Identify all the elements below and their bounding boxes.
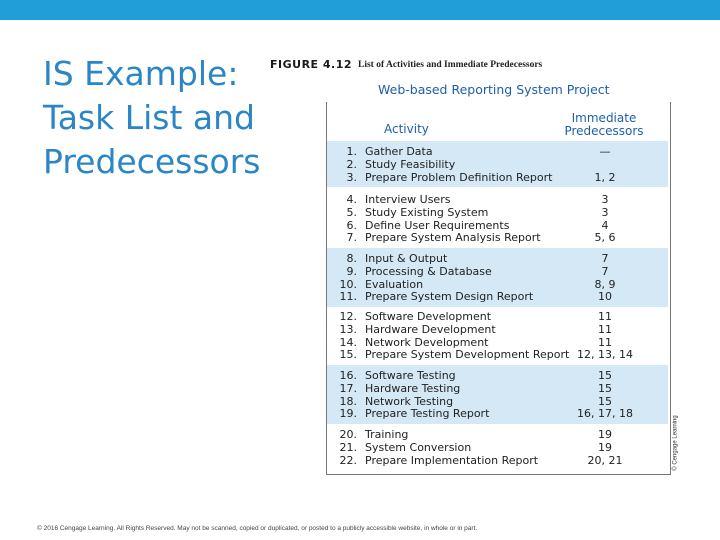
task-number: 16. [339, 369, 357, 382]
task-predecessors: 19 [598, 440, 612, 454]
task-activity: Prepare Problem Definition Report [365, 170, 553, 184]
task-activity: System Conversion [365, 440, 472, 454]
task-number: 11. [339, 290, 357, 304]
task-activity: Prepare System Analysis Report [365, 231, 541, 245]
task-activity: Study Feasibility [365, 157, 456, 171]
title-line-3: Predecessors [43, 142, 261, 181]
task-group [327, 424, 668, 470]
task-number: 13. [339, 322, 357, 336]
task-number: 12. [339, 310, 357, 323]
task-activity: Software Testing [365, 369, 456, 382]
table-row [327, 206, 668, 219]
task-number: 15. [339, 348, 357, 362]
figure-label: FIGURE 4.12 [270, 58, 353, 71]
task-number: 19. [339, 407, 357, 421]
task-activity: Study Existing System [365, 205, 489, 219]
task-activity: Prepare System Development Report [365, 348, 570, 362]
task-predecessors: 7 [601, 252, 609, 265]
table-row [327, 265, 668, 278]
task-number: 17. [339, 381, 357, 395]
table-row [327, 454, 668, 467]
slide-title [43, 52, 261, 184]
column-header-predecessors-line1: Immediate [571, 111, 637, 125]
task-number: 2. [346, 157, 357, 171]
table-row [327, 278, 668, 291]
footer-copyright: © 2016 Cengage Learning. All Rights Reserved. May not be scanned, copied or duplicated, or posted to a publicly accessible website, in whole or in part. [37, 525, 478, 532]
task-predecessors: 5, 6 [594, 231, 616, 245]
task-activity: Interview Users [365, 193, 451, 206]
task-activity: Hardware Development [365, 322, 496, 336]
task-number: 10. [339, 277, 357, 291]
task-number: 18. [339, 394, 357, 408]
table-row [327, 171, 668, 184]
task-predecessors: 4 [601, 218, 609, 232]
task-predecessors: 15 [598, 369, 612, 382]
task-number: 9. [346, 264, 357, 278]
task-predecessors: 20, 21 [587, 453, 623, 467]
table-row [327, 231, 668, 244]
table-row [327, 395, 668, 408]
task-number: 1. [346, 145, 357, 158]
column-header-predecessors-line2: Predecessors [564, 124, 644, 138]
side-copyright-text: © Cengage Learning [672, 415, 679, 471]
column-header-predecessors [564, 112, 644, 138]
task-activity: Hardware Testing [365, 381, 461, 395]
table-row [327, 369, 668, 382]
table-row [327, 158, 668, 171]
task-predecessors: 11 [598, 322, 612, 336]
task-activity: Prepare System Design Report [365, 290, 534, 304]
side-copyright [672, 415, 686, 478]
task-activity: Training [365, 428, 409, 441]
title-line-2: Task List and [43, 98, 255, 137]
task-activity: Software Development [365, 310, 492, 323]
task-number: 20. [339, 428, 357, 441]
task-number: 21. [339, 440, 357, 454]
table-title: Web-based Reporting System Project [378, 82, 610, 97]
task-activity: Define User Requirements [365, 218, 510, 232]
task-number: 6. [346, 218, 357, 232]
task-predecessors: 15 [598, 381, 612, 395]
task-predecessors: 16, 17, 18 [577, 407, 633, 421]
table-row [327, 290, 668, 303]
task-predecessors: 3 [601, 205, 609, 219]
column-header-activity: Activity [384, 122, 429, 136]
task-number: 7. [346, 231, 357, 245]
task-number: 4. [346, 193, 357, 206]
table-row [327, 428, 668, 441]
task-activity: Network Testing [365, 394, 454, 408]
task-activity: Evaluation [365, 277, 424, 291]
task-group [327, 141, 668, 187]
header-bar [0, 0, 720, 20]
task-group [327, 365, 668, 424]
task-number: 14. [339, 335, 357, 349]
task-group [327, 306, 668, 365]
figure-caption: List of Activities and Immediate Predecessors [358, 60, 543, 70]
task-number: 5. [346, 205, 357, 219]
task-predecessors: 1, 2 [594, 170, 616, 184]
table-row [327, 382, 668, 395]
task-predecessors: 15 [598, 394, 612, 408]
table-row [327, 252, 668, 265]
task-predecessors: 7 [601, 264, 609, 278]
task-predecessors: 3 [601, 193, 609, 206]
table-row [327, 336, 668, 349]
table-row [327, 310, 668, 323]
table-row [327, 145, 668, 158]
task-predecessors: 8, 9 [594, 277, 616, 291]
task-number: 3. [346, 170, 357, 184]
table-row [327, 219, 668, 232]
task-group [327, 248, 668, 307]
table-row [327, 348, 668, 361]
task-activity: Processing & Database [365, 264, 492, 278]
task-predecessors: 11 [598, 310, 612, 323]
task-activity: Gather Data [365, 145, 433, 158]
task-predecessors: 19 [598, 428, 612, 441]
table-row [327, 323, 668, 336]
task-activity: Prepare Testing Report [365, 407, 490, 421]
table-row [327, 441, 668, 454]
table-row [327, 193, 668, 206]
task-number: 8. [346, 252, 357, 265]
task-activity: Prepare Implementation Report [365, 453, 539, 467]
task-predecessors: 12, 13, 14 [577, 348, 633, 362]
task-predecessors: 10 [598, 290, 612, 304]
task-activity: Network Development [365, 335, 489, 349]
title-line-1: IS Example: [43, 54, 239, 93]
task-number: 22. [339, 453, 357, 467]
task-group [327, 189, 668, 248]
task-predecessors: 11 [598, 335, 612, 349]
table-row [327, 407, 668, 420]
task-predecessors: — [599, 145, 611, 158]
task-activity: Input & Output [365, 252, 448, 265]
